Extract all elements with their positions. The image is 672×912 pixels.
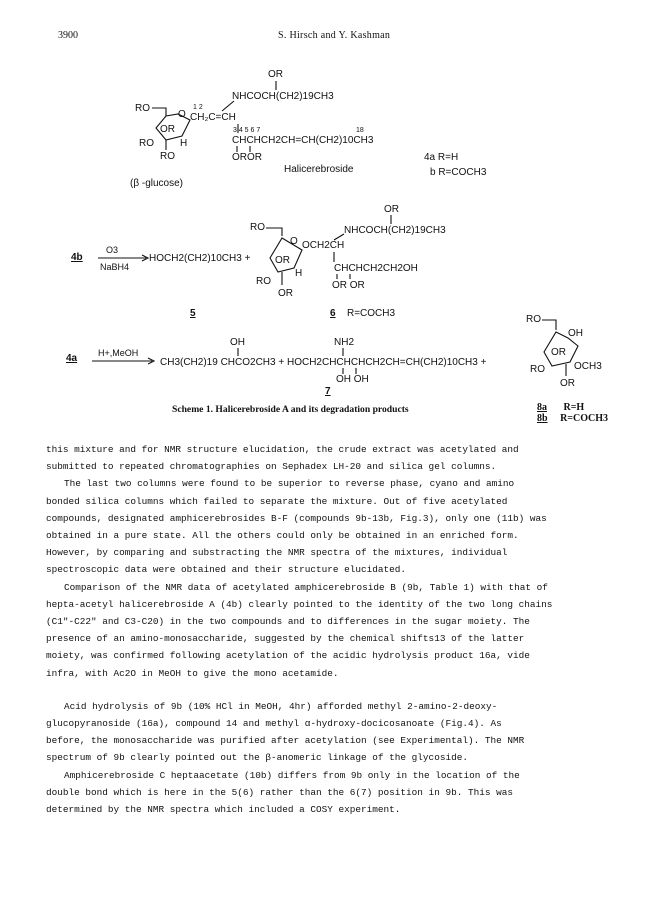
bottom-oh: OH bbox=[230, 337, 245, 348]
p4-line: before, the monosaccharide was purified after acetylation (see Experimental). The NMR bbox=[46, 735, 525, 747]
key-4a: 4a R=H bbox=[424, 152, 459, 163]
top-r1-label: OR bbox=[268, 69, 283, 80]
running-head: S. Hirsch and Y. Kashman bbox=[278, 30, 391, 41]
p5-line: Amphicerebroside C heptaacetate (10b) differs from 9b only in the location of the bbox=[64, 769, 520, 781]
scheme-1-figure bbox=[0, 0, 672, 440]
bottom-chain: CH3(CH2)19 CHCO2CH3 + HOCH2CHCHCHCH2CH=CH(CH2)10CH3 + bbox=[160, 357, 487, 368]
middle-ro-1: RO bbox=[250, 222, 265, 233]
p4-line: glucopyranoside (16a), compound 14 and methyl α-hydroxy-docicosanoate (Fig.4). As bbox=[46, 718, 502, 730]
bottom-och3: OCH3 bbox=[574, 361, 602, 372]
hydrolysis-reaction bbox=[66, 314, 602, 397]
bottom-ring-or: OR bbox=[551, 347, 566, 358]
p4-line: spectrum of 9b clearly pointed out the β-anomeric linkage of the glycoside. bbox=[46, 752, 468, 764]
top-ro-2: RO bbox=[139, 138, 154, 149]
middle-chain: CHCHCH2CH2OH bbox=[334, 263, 418, 274]
p3-line: moiety, was confirmed following acetylation of the acidic hydrolysis product 16a, vide bbox=[46, 650, 530, 662]
top-or-or: OROR bbox=[232, 152, 262, 163]
key-8 bbox=[537, 402, 608, 424]
bottom-ring-oh: OH bbox=[568, 328, 583, 339]
middle-or-or: OR OR bbox=[332, 280, 365, 291]
p4-line: Acid hydrolysis of 9b (10% HCl in MeOH, 4hr) afforded methyl 2-amino-2-deoxy- bbox=[64, 700, 498, 712]
p2-line: obtained in a pure state. All the others could only be obtained in an enriched form. bbox=[46, 530, 519, 542]
bottom-label-4a: 4a bbox=[66, 353, 78, 364]
top-ring-h: H bbox=[180, 138, 188, 149]
reagent-nabh4: NaBH4 bbox=[100, 262, 130, 272]
page-number: 3900 bbox=[58, 30, 78, 41]
top-ring-or: OR bbox=[160, 124, 175, 135]
p3-line: hepta-acetyl halicerebroside A (4b) clearly pointed to the identity of the two long chains bbox=[46, 598, 553, 610]
p1-line: submitted to repeated chromatographies on Sephadex LH-20 and silica gel columns. bbox=[46, 461, 497, 473]
halicerebroside-structure bbox=[130, 69, 487, 189]
top-ro-1: RO bbox=[135, 103, 150, 114]
middle-ring-or: OR bbox=[275, 255, 290, 266]
p2-line: bonded silica columns which failed to separate the mixture. Out of five acetylated bbox=[46, 495, 508, 507]
p3-line: (C1"-C22" and C3-C20) in the two compounds and to differences in the sugar moiety. The bbox=[46, 616, 530, 628]
bottom-or-2: OR bbox=[560, 378, 575, 389]
key-8b-label: 8b bbox=[537, 413, 548, 424]
body-text bbox=[46, 441, 624, 818]
p3-line: Comparison of the NMR data of acetylated amphicerebroside B (9b, Table 1) with that of bbox=[64, 581, 548, 593]
paragraph-5 bbox=[46, 767, 624, 819]
bottom-oh-oh: OH OH bbox=[336, 374, 369, 385]
top-ro-3: RO bbox=[160, 151, 175, 162]
label-7: 7 bbox=[325, 386, 331, 397]
middle-och-line: OCH2CH bbox=[302, 240, 345, 251]
p5-line: determined by the NMR spectra which included a COSY experiment. bbox=[46, 804, 401, 816]
bottom-nh2: NH2 bbox=[334, 337, 355, 348]
product-5-text: HOCH2(CH2)10CH3 + bbox=[149, 253, 251, 264]
p3-line: presence of an amino-monosaccharide, suggested by the chemical shifts13 of the latter bbox=[46, 633, 525, 645]
middle-nh-chain: NHCOCH(CH2)19CH3 bbox=[344, 225, 446, 236]
p2-line: The last two columns were found to be superior to reverse phase, cyano and amino bbox=[64, 478, 515, 490]
top-atom-numbers-37: 3 4 5 6 7 bbox=[233, 127, 261, 134]
p2-line: However, by comparing and substracting the NMR spectra of the mixtures, individual bbox=[46, 547, 508, 559]
paragraph-1 bbox=[46, 441, 624, 475]
p2-line: compounds, designated amphicerebrosides B-F (compounds 9b-13b, Fig.3), only one (11b) was bbox=[46, 512, 547, 524]
label-6: 6 bbox=[330, 308, 336, 319]
reagent-h-meoh: H+,MeOH bbox=[98, 348, 139, 358]
key-8b-r: R=COCH3 bbox=[560, 413, 608, 424]
bottom-ro-2: RO bbox=[530, 364, 545, 375]
caption-text: Scheme 1. Halicerebroside A and its degradation products bbox=[172, 404, 409, 415]
top-nh-chain: NHCOCH(CH2)19CH3 bbox=[232, 91, 334, 102]
reagent-o3: O3 bbox=[106, 245, 119, 255]
top-ch-line: CH₂C=CH bbox=[190, 112, 236, 123]
halicerebroside-label: Halicerebroside bbox=[284, 164, 354, 175]
glucose-label: (β -glucose) bbox=[130, 178, 183, 189]
key-4b: b R=COCH3 bbox=[430, 167, 487, 178]
scheme-caption bbox=[172, 404, 409, 415]
top-atom-numbers-12: 1 2 bbox=[193, 104, 203, 111]
label-6-r: R=COCH3 bbox=[347, 308, 396, 319]
middle-ring-h: H bbox=[295, 268, 303, 279]
key-8a-r: R=H bbox=[563, 402, 585, 413]
paragraph-4 bbox=[46, 698, 624, 767]
middle-label-4b: 4b bbox=[71, 252, 83, 263]
key-8a-label: 8a bbox=[537, 402, 547, 413]
paragraph-3 bbox=[46, 579, 624, 682]
bottom-ro-1: RO bbox=[526, 314, 541, 325]
top-sphingoid-chain: CHCHCH2CH=CH(CH2)10CH3 bbox=[232, 135, 374, 146]
middle-ro-2: RO bbox=[256, 276, 271, 287]
top-atom-number-18: 18 bbox=[356, 127, 364, 134]
label-5: 5 bbox=[190, 308, 196, 319]
p3-line: infra, with Ac2O in MeOH to give the mono acetamide. bbox=[46, 667, 339, 679]
top-ring-oxygen: O bbox=[178, 109, 186, 120]
ozonolysis-reaction bbox=[71, 204, 446, 319]
p5-line: double bond which is here in the 5(6) rather than the 6(7) position in 9b. This was bbox=[46, 786, 513, 798]
paragraph-2 bbox=[46, 475, 624, 578]
p1-line: this mixture and for NMR structure elucidation, the crude extract was acetylated and bbox=[46, 444, 519, 455]
p2-line: spectroscopic data were obtained and their structure elucidated. bbox=[46, 564, 407, 576]
middle-or-top: OR bbox=[384, 204, 399, 215]
middle-ring-oxygen: O bbox=[290, 236, 298, 247]
middle-or-bottom: OR bbox=[278, 288, 293, 299]
